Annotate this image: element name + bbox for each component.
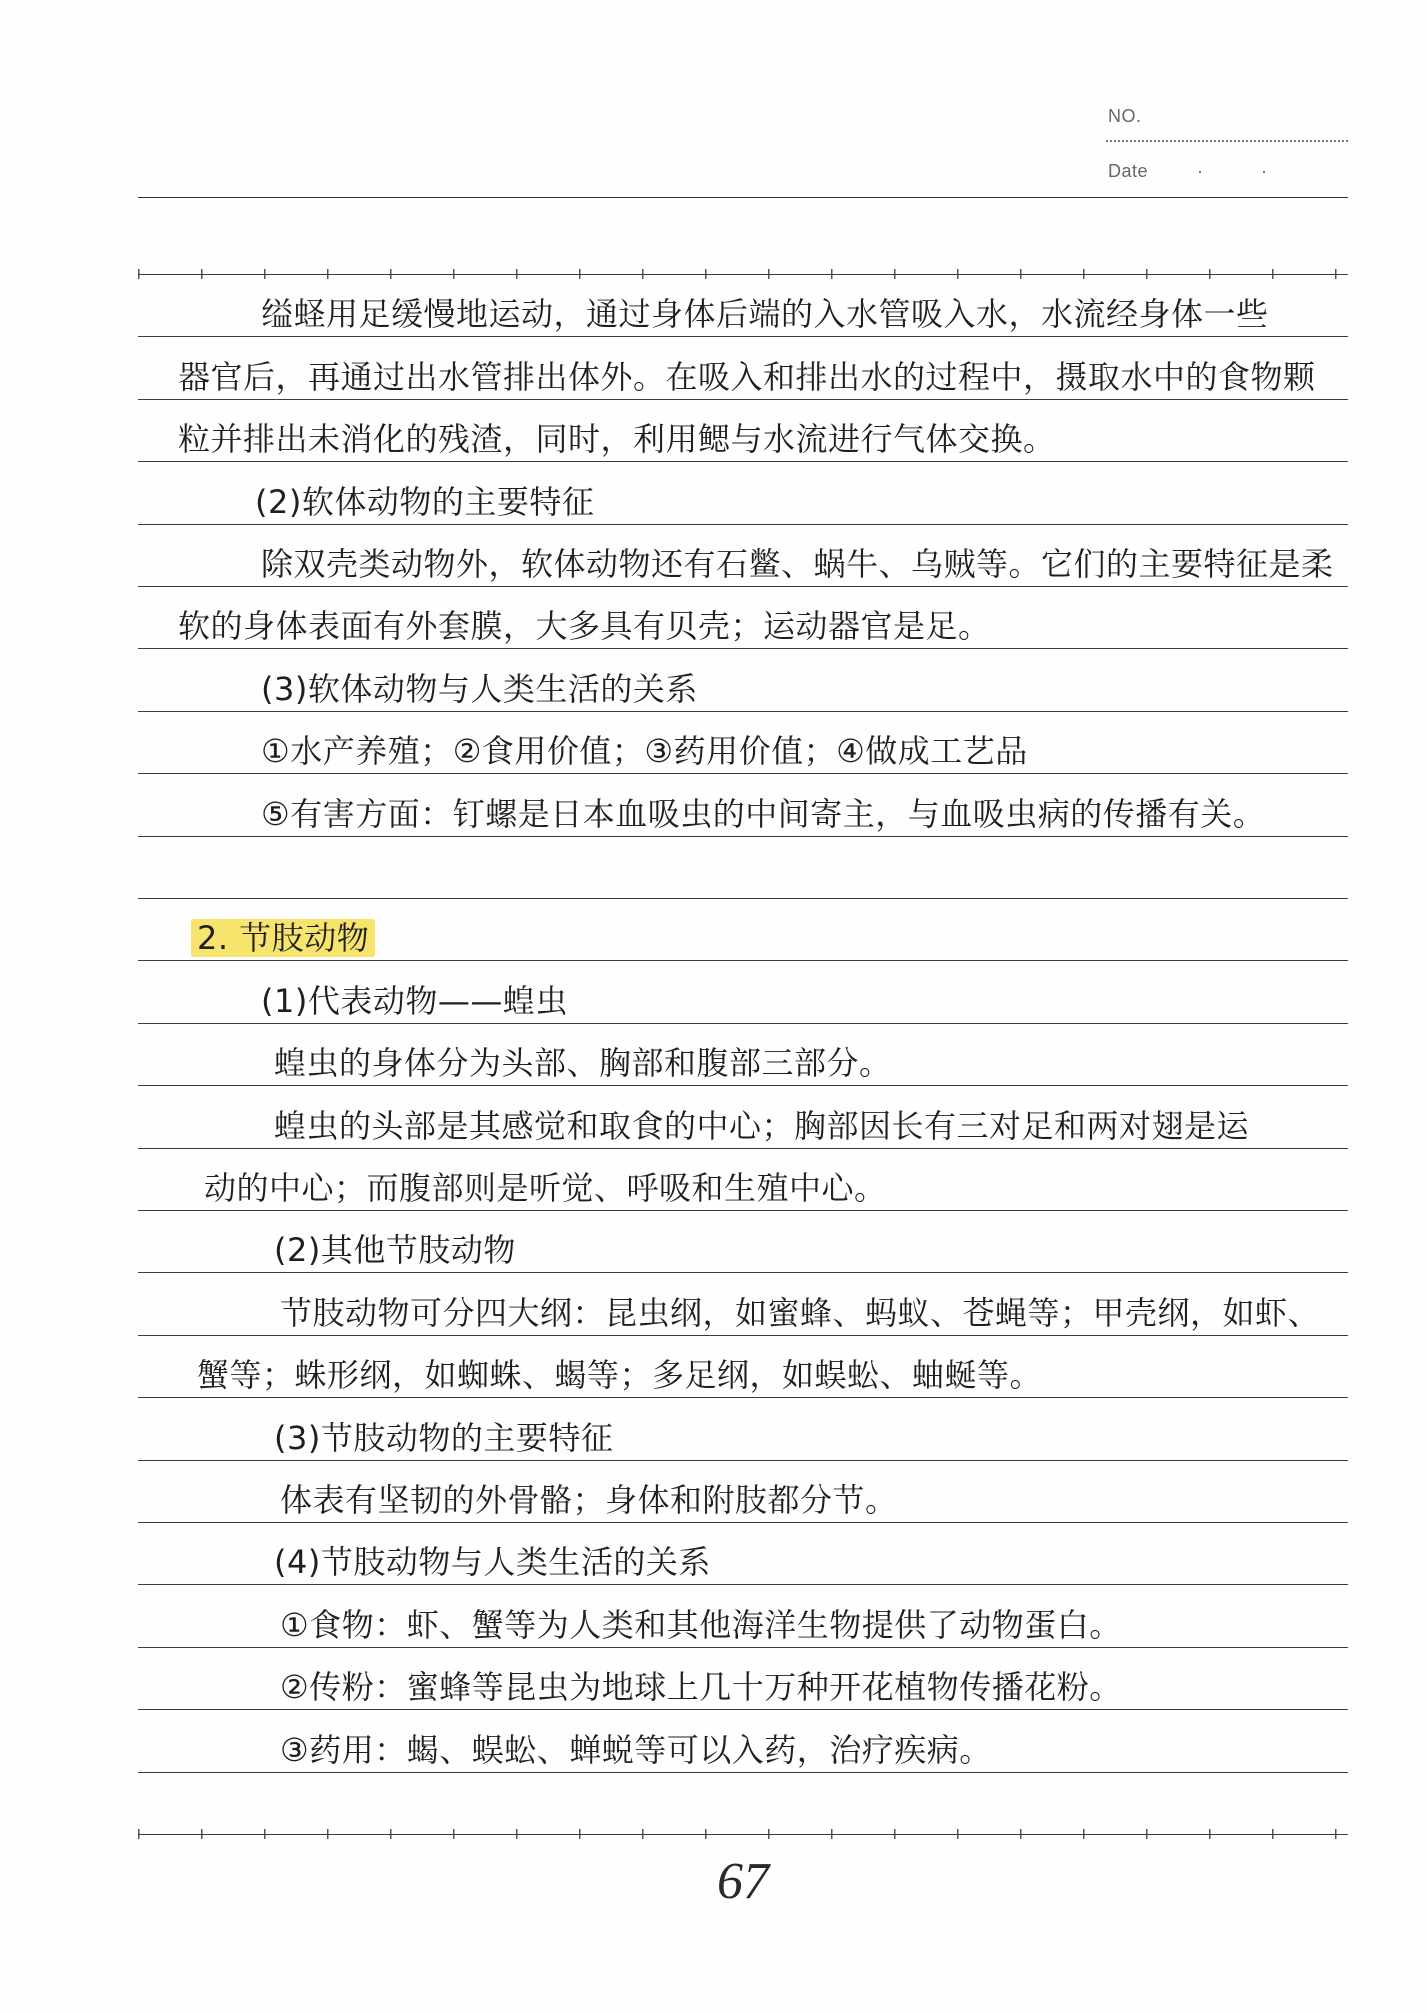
page-number: 67 (717, 1853, 769, 1910)
rule-line (138, 711, 1348, 712)
rule-line (138, 1397, 1348, 1398)
section-heading: (4)节肢动物与人类生活的关系 (274, 1543, 711, 1581)
rule-line (138, 1584, 1348, 1585)
rule-line (138, 1023, 1348, 1024)
number-dotted-line (1106, 140, 1348, 142)
rule-line (138, 1335, 1348, 1336)
header-rule-line (138, 197, 1348, 198)
rule-line (138, 586, 1348, 587)
list-item: ⑤有害方面：钉螺是日本血吸虫的中间寄主，与血吸虫病的传播有关。 (261, 795, 1266, 833)
list-item: ①水产养殖；②食用价值；③药用价值；④做成工艺品 (261, 732, 1028, 770)
rule-line (138, 960, 1348, 961)
section-heading: (1)代表动物——蝗虫 (261, 982, 568, 1020)
note-line: 器官后，再通过出水管排出体外。在吸入和排出水的过程中，摄取水中的食物颗 (178, 358, 1316, 396)
highlighted-title: 2. 节肢动物 (191, 919, 375, 957)
note-line: 动的中心；而腹部则是听觉、呼吸和生殖中心。 (204, 1169, 887, 1207)
date-separator-dot: · (1261, 161, 1267, 181)
rule-line (138, 898, 1348, 899)
number-label: NO. (1108, 106, 1142, 126)
section-title (191, 918, 1348, 958)
rule-line (138, 648, 1348, 649)
rule-line (138, 773, 1348, 774)
rule-line (138, 399, 1348, 400)
rule-line (138, 524, 1348, 525)
section-heading: (2)其他节肢动物 (274, 1231, 516, 1269)
section-heading: (3)节肢动物的主要特征 (274, 1419, 614, 1457)
note-line: 节肢动物可分四大纲：昆虫纲，如蜜蜂、蚂蚁、苍蝇等；甲壳纲，如虾、 (280, 1294, 1321, 1332)
rule-line (138, 836, 1348, 837)
rule-line (138, 1210, 1348, 1211)
note-line: 蟹等；蛛形纲，如蜘蛛、蝎等；多足纲，如蜈蚣、蚰蜒等。 (197, 1356, 1043, 1394)
rule-line (138, 1647, 1348, 1648)
rule-line (138, 336, 1348, 337)
note-line: 粒并排出未消化的残渣，同时，利用鳃与水流进行气体交换。 (178, 420, 1056, 458)
date-separator-dot: · (1197, 161, 1203, 181)
ticked-rule-line (138, 274, 1348, 275)
section-heading: (3)软体动物与人类生活的关系 (261, 670, 698, 708)
list-item: ③药用：蝎、蜈蚣、蝉蜕等可以入药，治疗疾病。 (280, 1731, 992, 1769)
note-line: 体表有坚韧的外骨骼；身体和附肢都分节。 (280, 1481, 898, 1519)
rule-line (138, 1272, 1348, 1273)
note-line: 蝗虫的头部是其感觉和取食的中心；胸部因长有三对足和两对翅是运 (274, 1107, 1250, 1145)
rule-line (138, 1085, 1348, 1086)
list-item: ②传粉：蜜蜂等昆虫为地球上几十万种开花植物传播花粉。 (280, 1668, 1122, 1706)
ticked-rule-line (138, 1834, 1348, 1835)
section-heading: (2)软体动物的主要特征 (255, 483, 595, 521)
note-line: 缢蛏用足缓慢地运动，通过身体后端的入水管吸入水，水流经身体一些 (261, 295, 1269, 333)
rule-line (138, 1522, 1348, 1523)
note-line: 除双壳类动物外，软体动物还有石鳖、蜗牛、乌贼等。它们的主要特征是柔 (261, 545, 1334, 583)
rule-line (138, 1772, 1348, 1773)
note-line: 蝗虫的身体分为头部、胸部和腹部三部分。 (274, 1044, 892, 1082)
rule-line (138, 1709, 1348, 1710)
rule-line (138, 1148, 1348, 1149)
list-item: ①食物：虾、蟹等为人类和其他海洋生物提供了动物蛋白。 (280, 1606, 1122, 1644)
date-label: Date (1108, 161, 1149, 181)
note-line: 软的身体表面有外套膜，大多具有贝壳；运动器官是足。 (178, 607, 991, 645)
rule-line (138, 1460, 1348, 1461)
rule-line (138, 461, 1348, 462)
